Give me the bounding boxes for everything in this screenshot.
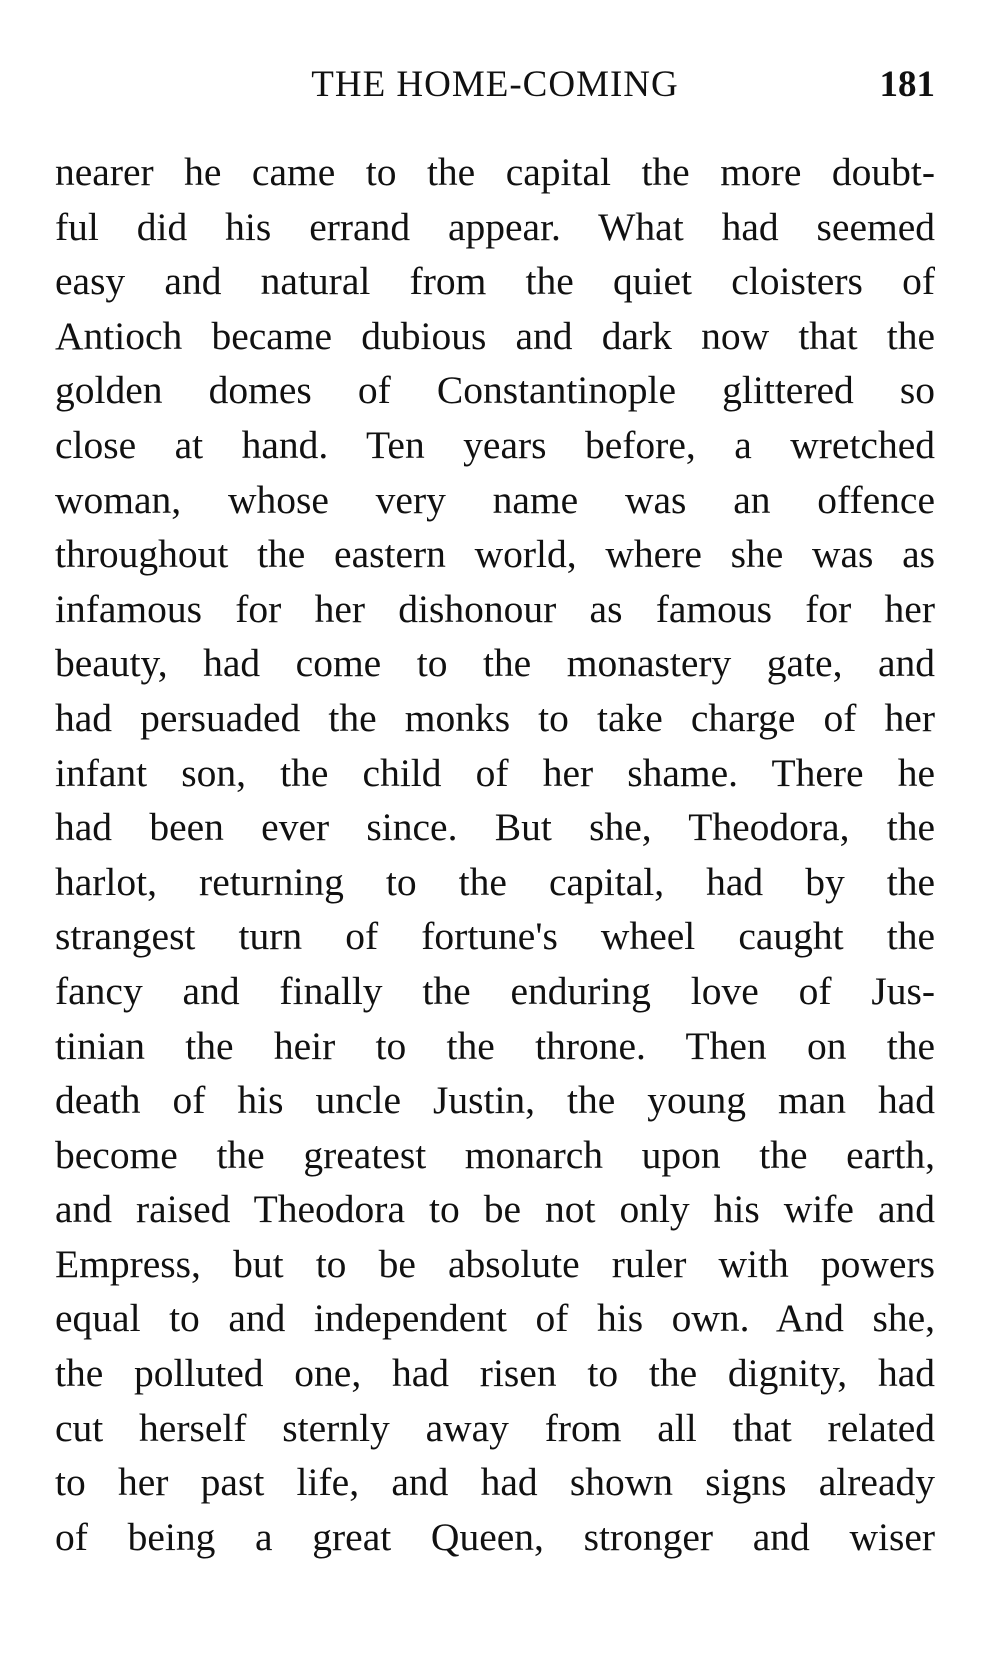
- text-line: beauty, had come to the monastery gate, and: [55, 641, 935, 686]
- text-line: become the greatest monarch upon the earth,: [55, 1132, 935, 1177]
- text-line: cut herself sternly away from all that related: [55, 1405, 935, 1450]
- text-line: golden domes of Constantinople glittered so: [55, 368, 935, 413]
- text-line: infant son, the child of her shame. There he: [55, 750, 935, 795]
- body-text: [55, 145, 935, 1564]
- text-line: had been ever since. But she, Theodora, the: [55, 805, 935, 850]
- running-head: THE HOME-COMING: [311, 64, 679, 105]
- text-line: infamous for her dishonour as famous for her: [55, 586, 935, 631]
- text-line: nearer he came to the capital the more doubt-: [55, 150, 935, 194]
- text-line: woman, whose very name was an offence: [55, 477, 935, 522]
- page-number: 181: [879, 64, 935, 105]
- text-line: strangest turn of fortune's wheel caught the: [55, 914, 935, 959]
- text-line: to her past life, and had shown signs already: [55, 1460, 935, 1505]
- text-line: harlot, returning to the capital, had by the: [55, 859, 935, 904]
- text-line: had persuaded the monks to take charge of her: [55, 695, 935, 740]
- text-line: easy and natural from the quiet cloisters of: [55, 259, 935, 304]
- text-line: and raised Theodora to be not only his wife and: [55, 1187, 935, 1232]
- text-line: ful did his errand appear. What had seemed: [55, 204, 935, 249]
- text-line: fancy and finally the enduring love of Jus-: [55, 968, 935, 1013]
- text-line: close at hand. Ten years before, a wretched: [55, 422, 935, 467]
- text-line: equal to and independent of his own. And she,: [55, 1296, 935, 1341]
- text-line: of being a great Queen, stronger and wiser: [55, 1514, 935, 1559]
- text-line: tinian the heir to the throne. Then on the: [55, 1023, 935, 1068]
- text-line: Empress, but to be absolute ruler with powers: [55, 1241, 935, 1286]
- text-line: Antioch became dubious and dark now that the: [55, 313, 935, 358]
- text-line: death of his uncle Justin, the young man had: [55, 1078, 935, 1123]
- text-line: throughout the eastern world, where she was as: [55, 532, 935, 577]
- page-header: [55, 60, 935, 110]
- text-line: the polluted one, had risen to the dignity, had: [55, 1351, 935, 1396]
